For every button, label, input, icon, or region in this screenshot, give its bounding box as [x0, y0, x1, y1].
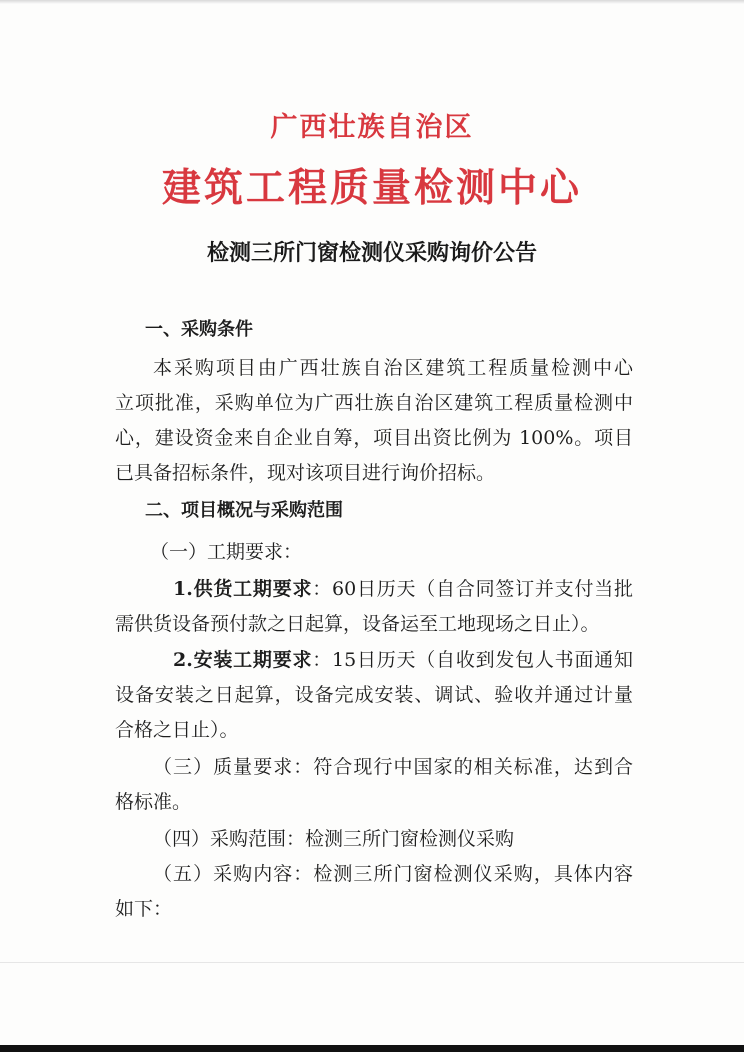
scan-edge-top: [0, 0, 744, 4]
sub1-heading: （一）工期要求：: [150, 541, 303, 563]
section1-heading: 一、采购条件: [145, 319, 253, 340]
section1-line3: 心，建设资金来自企业自筹，项目出资比例为 100%。项目: [115, 427, 633, 449]
item2-line2: 设备安装之日起算，设备完成安装、调试、验收并通过计量: [115, 684, 633, 706]
scan-artifact-line: [0, 962, 744, 963]
item2-text: ：15日历天（自收到发包人书面通知: [312, 649, 633, 671]
item1-line2: 需供货设备预付款之日起算，设备运至工地现场之日止）。: [115, 613, 600, 635]
section1-line2: 立项批准，采购单位为广西壮族自治区建筑工程质量检测中: [115, 392, 633, 414]
sub3-line1: （三）质量要求：符合现行中国家的相关标准，达到合: [153, 756, 633, 778]
sub3-line2: 格标准。: [115, 791, 192, 813]
item1-text: ：60日历天（自合同签订并支付当批: [312, 578, 633, 600]
item1-label: 1.供货工期要求: [173, 578, 313, 600]
item1-line1: [173, 572, 633, 606]
sub4-line: （四）采购范围：检测三所门窗检测仪采购: [153, 828, 515, 850]
header-org-line2: 建筑工程质量检测中心: [161, 165, 582, 211]
sub5-line2: 如下：: [115, 898, 173, 920]
item2-line3: 合格之日止）。: [115, 719, 239, 741]
section2-heading: 二、项目概况与采购范围: [145, 500, 343, 521]
scan-edge-bottom: [0, 1045, 744, 1052]
item2-label: 2.安装工期要求: [173, 649, 313, 671]
document-title: 检测三所门窗检测仪采购询价公告: [206, 240, 537, 266]
item2-line1: [173, 643, 633, 677]
section1-line1: 本采购项目由广西壮族自治区建筑工程质量检测中心: [153, 357, 633, 379]
section1-line4: 已具备招标条件，现对该项目进行询价招标。: [115, 462, 496, 484]
header-org-line1: 广西壮族自治区: [270, 112, 474, 143]
sub5-line1: （五）采购内容：检测三所门窗检测仪采购，具体内容: [153, 863, 633, 885]
